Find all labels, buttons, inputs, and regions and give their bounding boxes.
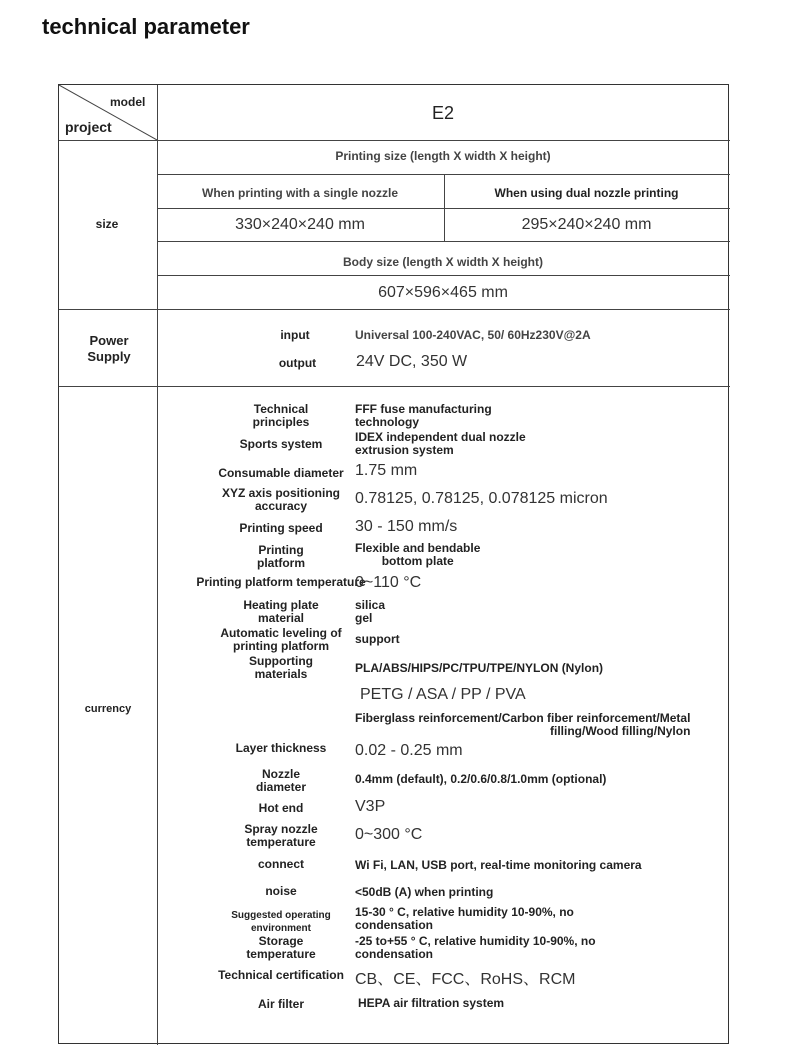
spec-label-line: printing platform xyxy=(233,639,329,653)
spec-label-line: Nozzle xyxy=(261,767,300,781)
spec-value-line: silica xyxy=(355,598,386,612)
model-label: model xyxy=(110,95,146,109)
spec-value xyxy=(355,518,457,536)
spec-value xyxy=(355,574,421,592)
row-divider xyxy=(59,140,730,141)
spec-value-line: 0.4mm (default), 0.2/0.6/0.8/1.0mm (optional) xyxy=(355,772,607,786)
spec-value-line: <50dB (A) when printing xyxy=(355,885,494,899)
spec-value xyxy=(355,490,608,508)
spec-label-line: Technical certification xyxy=(218,968,344,982)
spec-value xyxy=(355,798,385,816)
spec-value xyxy=(355,773,606,786)
spec-value-line: HEPA air filtration system xyxy=(358,996,505,1010)
printing-size-heading: Printing size (length X width X height) xyxy=(335,149,551,163)
dual-nozzle-value: 295×240×240 mm xyxy=(521,216,652,233)
row-divider xyxy=(157,275,730,276)
spec-label-line: environment xyxy=(250,923,311,934)
spec-label-line: Heating plate xyxy=(243,598,319,612)
spec-label-line: Printing speed xyxy=(239,521,323,535)
spec-value-line: support xyxy=(355,632,400,646)
spec-label-line: Consumable diameter xyxy=(218,466,344,480)
output-value: 24V DC, 350 W xyxy=(356,353,468,370)
spec-value-line: 30 - 150 mm/s xyxy=(355,518,458,535)
spec-value xyxy=(355,431,526,457)
row-divider xyxy=(59,386,730,387)
row-divider xyxy=(59,309,730,310)
spec-value: filling/Wood filling/Nylon xyxy=(550,724,691,738)
spec-value-line: -25 to+55 ° C, relative humidity 10-90%, no xyxy=(355,934,596,948)
spec-label-line: connect xyxy=(257,857,304,871)
spec-value-line: FFF fuse manufacturing xyxy=(355,402,492,416)
row-divider xyxy=(157,241,730,242)
spec-value xyxy=(355,742,463,760)
spec-label-line: XYZ axis positioning xyxy=(221,486,340,500)
spec-value-line: CB、CE、FCC、RoHS、RCM xyxy=(355,971,576,988)
spec-label-line: Hot end xyxy=(258,801,304,815)
spec-value xyxy=(355,403,492,429)
single-nozzle-value: 330×240×240 mm xyxy=(235,216,365,233)
spec-value-line: 0.78125, 0.78125, 0.078125 micron xyxy=(355,490,608,507)
project-label: project xyxy=(65,119,112,135)
model-name: E2 xyxy=(431,103,455,123)
spec-label-line: Air filter xyxy=(257,997,304,1011)
spec-label-line: principles xyxy=(252,415,310,429)
spec-label-line: Layer thickness xyxy=(235,741,327,755)
spec-value-line: 15-30 ° C, relative humidity 10-90%, no xyxy=(355,905,574,919)
spec-value xyxy=(355,966,575,989)
spec-value xyxy=(355,859,642,872)
spec-value xyxy=(355,599,385,625)
spec-label-line: Spray nozzle xyxy=(244,822,318,836)
spec-value xyxy=(355,886,493,899)
spec-label-line: temperature xyxy=(246,835,316,849)
spec-value xyxy=(358,997,504,1010)
spec-value xyxy=(355,935,596,961)
spec-label-line: diameter xyxy=(255,780,307,794)
spec-label-line: temperature xyxy=(246,947,316,961)
spec-label-line: accuracy xyxy=(254,499,308,513)
spec-value-line: 0~110 °C xyxy=(355,574,422,591)
output-label: output xyxy=(278,356,317,370)
single-nozzle-heading: When printing with a single nozzle xyxy=(202,186,398,200)
spec-value-line: bottom plate xyxy=(381,554,454,568)
spec-value: Fiberglass reinforcement/Carbon fiber reinforcement/Metal xyxy=(355,711,691,725)
spec-label-line: Technical xyxy=(253,402,309,416)
spec-value-line: 1.75 mm xyxy=(355,462,418,479)
spec-value-line: IDEX independent dual nozzle xyxy=(355,430,526,444)
spec-label-line: Printing xyxy=(258,543,304,557)
spec-value-line: gel xyxy=(355,611,373,625)
body-size-heading: Body size (length X width X height) xyxy=(343,255,543,269)
spec-label-line: noise xyxy=(265,884,297,898)
spec-value-line: extrusion system xyxy=(355,443,454,457)
spec-value-line: technology xyxy=(355,415,420,429)
dual-nozzle-heading: When using dual nozzle printing xyxy=(494,186,679,200)
spec-label-line: Supporting xyxy=(249,654,313,668)
input-label: input xyxy=(280,328,310,342)
spec-label-line: material xyxy=(257,611,305,625)
spec-value: PETG / ASA / PP / PVA xyxy=(360,686,526,703)
spec-value-line: 0~300 °C xyxy=(355,826,423,843)
size-label: size xyxy=(95,217,119,231)
spec-value xyxy=(355,826,422,844)
spec-label-line: Storage xyxy=(258,934,304,948)
spec-value xyxy=(355,633,400,646)
spec-value xyxy=(355,542,480,568)
spec-value-line: 0.02 - 0.25 mm xyxy=(355,742,463,759)
spec-label-line: materials xyxy=(254,667,308,681)
spec-value xyxy=(355,906,574,932)
power-supply-label: Power Supply xyxy=(87,333,131,364)
spec-value-line: condensation xyxy=(355,947,434,961)
spec-label-line: platform xyxy=(257,556,305,570)
spec-label-line: Suggested operating xyxy=(231,910,331,921)
spec-value-line: V3P xyxy=(355,798,386,815)
spec-value: PLA/ABS/HIPS/PC/TPU/TPE/NYLON (Nylon) xyxy=(355,661,604,675)
spec-value-line: condensation xyxy=(355,918,434,932)
input-value: Universal 100-240VAC, 50/ 60Hz230V@2A xyxy=(355,328,591,342)
page-title: technical parameter xyxy=(42,14,250,39)
spec-value-line: Wi Fi, LAN, USB port, real-time monitoring camera xyxy=(355,858,642,872)
spec-label-line: Sports system xyxy=(239,437,323,451)
currency-label: currency xyxy=(84,703,132,715)
body-size-value: 607×596×465 mm xyxy=(378,284,508,301)
spec-label-line: Printing platform temperature xyxy=(196,575,366,589)
spec-label-line: Automatic leveling of xyxy=(220,626,342,640)
spec-value xyxy=(355,462,417,480)
spec-value-line: Flexible and bendable xyxy=(355,541,481,555)
